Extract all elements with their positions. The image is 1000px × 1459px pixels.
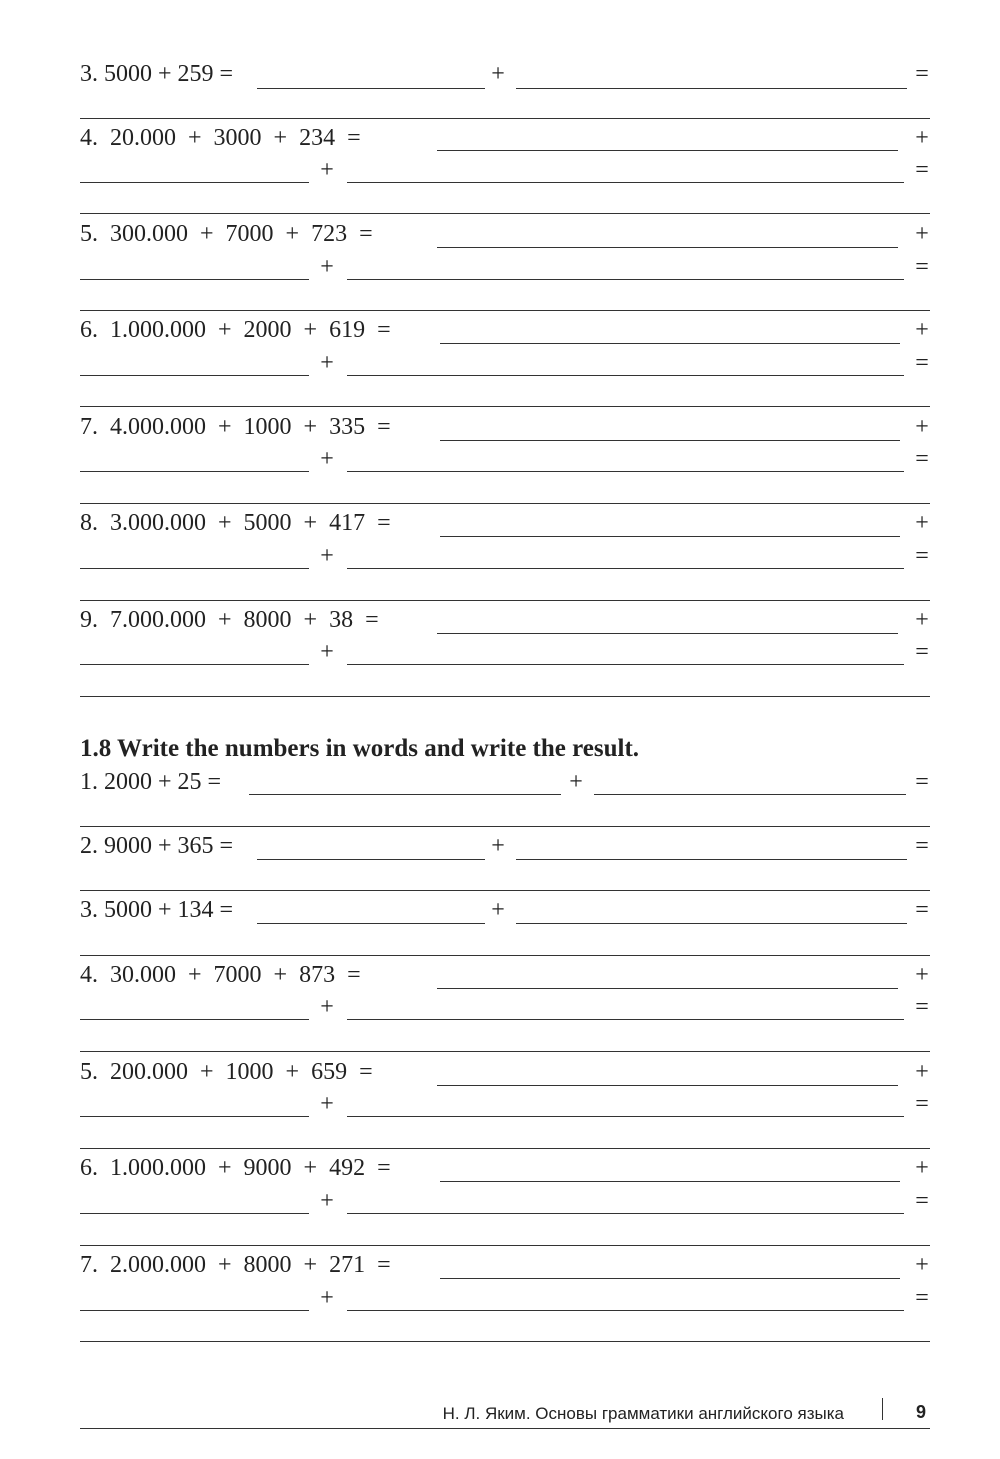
answer-blank[interactable] [347, 182, 904, 183]
result-blank[interactable] [80, 1148, 930, 1149]
answer-blank[interactable] [80, 568, 309, 569]
answer-blank[interactable] [257, 859, 485, 860]
result-blank[interactable] [80, 826, 930, 827]
answer-blank[interactable] [440, 343, 900, 344]
plus-sign: + [915, 317, 929, 343]
equals-sign: = [915, 1091, 929, 1117]
item-expression: 8. 3.000.000 + 5000 + 417 = [80, 510, 391, 536]
result-blank[interactable] [80, 890, 930, 891]
plus-sign: + [320, 446, 334, 472]
answer-blank[interactable] [347, 1019, 904, 1020]
answer-blank[interactable] [347, 568, 904, 569]
result-blank[interactable] [80, 310, 930, 311]
answer-blank[interactable] [80, 664, 309, 665]
page-number: 9 [916, 1402, 927, 1422]
answer-blank[interactable] [347, 1310, 904, 1311]
footer-separator [882, 1398, 883, 1420]
equals-sign: = [915, 1188, 929, 1214]
result-blank[interactable] [80, 406, 930, 407]
answer-blank[interactable] [347, 375, 904, 376]
answer-blank[interactable] [437, 633, 898, 634]
item-expression: 5. 200.000 + 1000 + 659 = [80, 1059, 373, 1085]
answer-blank[interactable] [347, 1213, 904, 1214]
result-blank[interactable] [80, 600, 930, 601]
answer-blank[interactable] [257, 923, 485, 924]
footer-rule [80, 1428, 930, 1429]
result-blank[interactable] [80, 1051, 930, 1052]
plus-sign: + [320, 994, 334, 1020]
plus-sign: + [491, 61, 505, 87]
plus-sign: + [915, 1155, 929, 1181]
item-expression: 4. 30.000 + 7000 + 873 = [80, 962, 361, 988]
exercise-heading: 1.8 Write the numbers in words and write the result. [80, 735, 640, 762]
plus-sign: + [320, 1188, 334, 1214]
answer-blank[interactable] [437, 247, 898, 248]
equals-sign: = [915, 61, 929, 87]
plus-sign: + [915, 414, 929, 440]
equals-sign: = [915, 639, 929, 665]
answer-blank[interactable] [80, 1116, 309, 1117]
result-blank[interactable] [80, 503, 930, 504]
plus-sign: + [915, 221, 929, 247]
result-blank[interactable] [80, 955, 930, 956]
answer-blank[interactable] [516, 88, 907, 89]
answer-blank[interactable] [440, 1181, 900, 1182]
result-blank[interactable] [80, 696, 930, 697]
answer-blank[interactable] [594, 794, 906, 795]
item-expression: 7. 2.000.000 + 8000 + 271 = [80, 1252, 391, 1278]
item-expression: 2. 9000 + 365 = [80, 833, 234, 859]
plus-sign: + [320, 157, 334, 183]
answer-blank[interactable] [257, 88, 485, 89]
equals-sign: = [915, 833, 929, 859]
equals-sign: = [915, 1285, 929, 1311]
footer-book-title: Н. Л. Яким. Основы грамматики английского языка [442, 1404, 844, 1423]
plus-sign: + [569, 769, 583, 795]
plus-sign: + [915, 125, 929, 151]
answer-blank[interactable] [80, 182, 309, 183]
answer-blank[interactable] [80, 471, 309, 472]
answer-blank[interactable] [80, 375, 309, 376]
equals-sign: = [915, 157, 929, 183]
equals-sign: = [915, 350, 929, 376]
item-expression: 6. 1.000.000 + 9000 + 492 = [80, 1155, 391, 1181]
answer-blank[interactable] [516, 859, 907, 860]
plus-sign: + [320, 1091, 334, 1117]
plus-sign: + [320, 254, 334, 280]
result-blank[interactable] [80, 213, 930, 214]
item-expression: 5. 300.000 + 7000 + 723 = [80, 221, 373, 247]
item-expression: 4. 20.000 + 3000 + 234 = [80, 125, 361, 151]
plus-sign: + [491, 833, 505, 859]
answer-blank[interactable] [437, 988, 898, 989]
equals-sign: = [915, 543, 929, 569]
plus-sign: + [915, 1059, 929, 1085]
equals-sign: = [915, 897, 929, 923]
answer-blank[interactable] [347, 279, 904, 280]
answer-blank[interactable] [347, 1116, 904, 1117]
item-expression: 3. 5000 + 134 = [80, 897, 234, 923]
answer-blank[interactable] [249, 794, 561, 795]
plus-sign: + [915, 510, 929, 536]
plus-sign: + [491, 897, 505, 923]
plus-sign: + [320, 639, 334, 665]
plus-sign: + [320, 543, 334, 569]
item-expression: 1. 2000 + 25 = [80, 769, 222, 795]
plus-sign: + [320, 350, 334, 376]
answer-blank[interactable] [516, 923, 907, 924]
equals-sign: = [915, 769, 929, 795]
answer-blank[interactable] [347, 664, 904, 665]
answer-blank[interactable] [80, 1019, 309, 1020]
answer-blank[interactable] [80, 1310, 309, 1311]
answer-blank[interactable] [440, 536, 900, 537]
result-blank[interactable] [80, 1245, 930, 1246]
answer-blank[interactable] [347, 471, 904, 472]
plus-sign: + [915, 1252, 929, 1278]
item-expression: 6. 1.000.000 + 2000 + 619 = [80, 317, 391, 343]
answer-blank[interactable] [437, 150, 898, 151]
plus-sign: + [320, 1285, 334, 1311]
answer-blank[interactable] [440, 1278, 900, 1279]
result-blank[interactable] [80, 118, 930, 119]
answer-blank[interactable] [80, 279, 309, 280]
equals-sign: = [915, 994, 929, 1020]
plus-sign: + [915, 607, 929, 633]
result-blank[interactable] [80, 1341, 930, 1342]
plus-sign: + [915, 962, 929, 988]
answer-blank[interactable] [80, 1213, 309, 1214]
answer-blank[interactable] [437, 1085, 898, 1086]
equals-sign: = [915, 446, 929, 472]
item-expression: 9. 7.000.000 + 8000 + 38 = [80, 607, 379, 633]
item-expression: 7. 4.000.000 + 1000 + 335 = [80, 414, 391, 440]
equals-sign: = [915, 254, 929, 280]
answer-blank[interactable] [440, 440, 900, 441]
item-expression: 3. 5000 + 259 = [80, 61, 234, 87]
